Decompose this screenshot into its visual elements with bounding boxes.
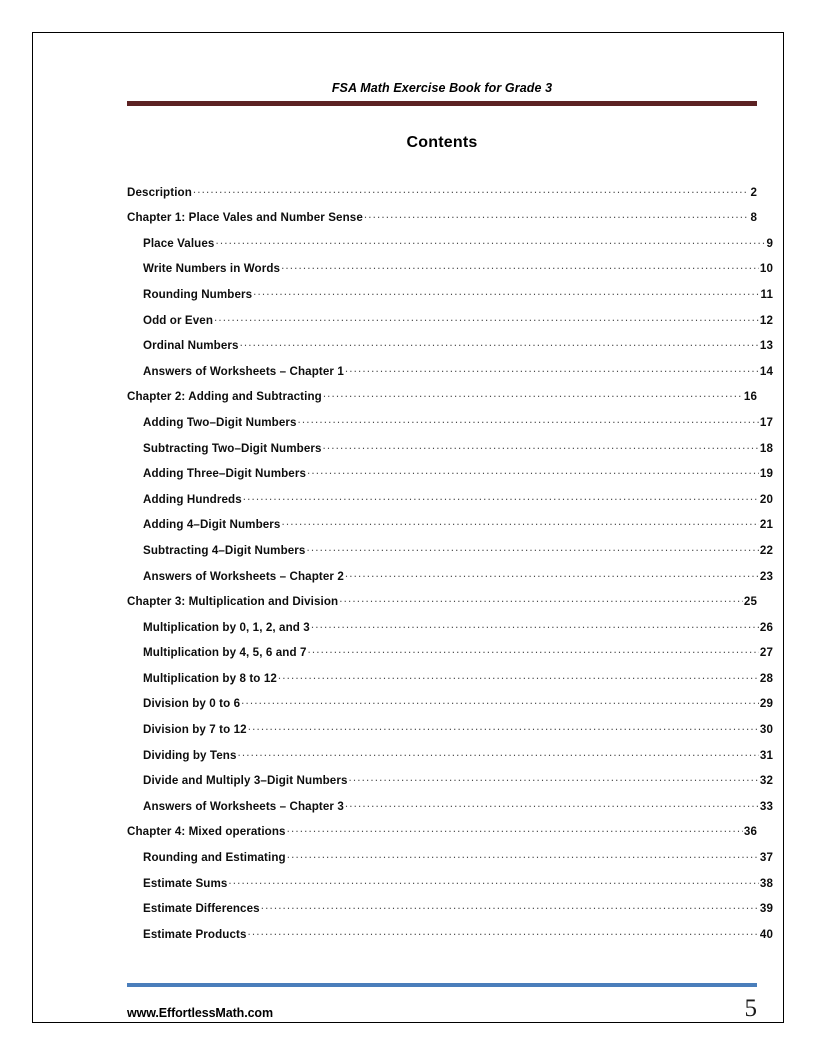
toc-entry[interactable] [127, 184, 757, 210]
toc-entry-label: Chapter 1: Place Vales and Number Sense [127, 211, 363, 225]
toc-entry-page-number: 25 [743, 595, 757, 609]
toc-entry[interactable] [127, 466, 773, 492]
toc-entry-page-number: 39 [759, 902, 773, 916]
toc-dot-leader [241, 696, 759, 708]
toc-dot-leader [281, 261, 759, 273]
toc-dot-leader [248, 721, 759, 733]
toc-entry-page-number: 22 [759, 543, 773, 557]
toc-dot-leader [278, 670, 759, 682]
toc-entry[interactable] [127, 235, 773, 261]
toc-entry-label: Estimate Products [143, 927, 247, 941]
toc-dot-leader [238, 747, 759, 759]
toc-dot-leader [261, 901, 759, 913]
toc-dot-leader [215, 235, 765, 247]
toc-entry-page-number: 37 [759, 851, 773, 865]
footer-page-number: 5 [744, 995, 757, 1022]
toc-dot-leader [308, 645, 759, 657]
toc-entry[interactable] [127, 414, 773, 440]
toc-entry-label: Ordinal Numbers [143, 339, 239, 353]
toc-entry[interactable] [127, 594, 757, 620]
toc-entry-page-number: 26 [759, 620, 773, 634]
toc-entry-page-number: 2 [750, 185, 757, 199]
toc-entry[interactable] [127, 286, 773, 312]
toc-entry-label: Estimate Differences [143, 902, 260, 916]
toc-dot-leader [339, 594, 743, 606]
toc-entry-page-number: 36 [743, 825, 757, 839]
toc-entry-page-number: 33 [759, 799, 773, 813]
toc-dot-leader [364, 210, 750, 222]
toc-dot-leader [307, 466, 759, 478]
toc-entry[interactable] [127, 261, 773, 287]
toc-entry-page-number: 38 [759, 876, 773, 890]
toc-entry[interactable] [127, 824, 757, 850]
header-rule [127, 101, 757, 106]
toc-dot-leader [298, 414, 759, 426]
toc-dot-leader [287, 824, 743, 836]
toc-entry-label: Chapter 3: Multiplication and Division [127, 595, 339, 609]
toc-entry-page-number: 23 [759, 569, 773, 583]
toc-entry-page-number: 13 [759, 339, 773, 353]
toc-entry-label: Multiplication by 0, 1, 2, and 3 [143, 620, 310, 634]
toc-entry[interactable] [127, 491, 773, 517]
toc-dot-leader [306, 542, 758, 554]
toc-dot-leader [240, 338, 759, 350]
toc-entry-label: Answers of Worksheets – Chapter 3 [143, 799, 344, 813]
toc-entry[interactable] [127, 210, 757, 236]
toc-entry[interactable] [127, 619, 773, 645]
toc-entry-label: Rounding Numbers [143, 287, 253, 301]
toc-entry-page-number: 30 [759, 723, 773, 737]
toc-entry-label: Answers of Worksheets – Chapter 1 [143, 364, 344, 378]
toc-dot-leader [243, 491, 759, 503]
toc-entry-label: Multiplication by 8 to 12 [143, 671, 277, 685]
toc-dot-leader [323, 440, 759, 452]
toc-entry-page-number: 17 [759, 415, 773, 429]
toc-entry-page-number: 28 [759, 671, 773, 685]
toc-entry-page-number: 29 [759, 697, 773, 711]
toc-entry[interactable] [127, 721, 773, 747]
toc-entry[interactable] [127, 901, 773, 927]
toc-entry-label: Division by 0 to 6 [143, 697, 241, 711]
toc-entry[interactable] [127, 440, 773, 466]
running-header-title: FSA Math Exercise Book for Grade 3 [331, 81, 553, 95]
page-content [127, 80, 773, 1041]
toc-dot-leader [323, 389, 743, 401]
toc-dot-leader [345, 363, 759, 375]
toc-entry-page-number: 20 [759, 492, 773, 506]
toc-entry[interactable] [127, 696, 773, 722]
toc-entry-label: Answers of Worksheets – Chapter 2 [143, 569, 344, 583]
toc-entry-page-number: 21 [759, 518, 773, 532]
toc-entry-label: Subtracting 4–Digit Numbers [143, 543, 306, 557]
toc-entry-label: Adding Two–Digit Numbers [143, 415, 297, 429]
toc-entry[interactable] [127, 568, 773, 594]
toc-entry[interactable] [127, 670, 773, 696]
toc-dot-leader [349, 773, 759, 785]
toc-entry-page-number: 9 [766, 236, 773, 250]
toc-entry-label: Adding 4–Digit Numbers [143, 518, 281, 532]
toc-entry[interactable] [127, 389, 757, 415]
toc-entry[interactable] [127, 798, 773, 824]
toc-entry-label: Dividing by Tens [143, 748, 237, 762]
toc-entry[interactable] [127, 517, 773, 543]
toc-entry[interactable] [127, 773, 773, 799]
toc-dot-leader [345, 568, 759, 580]
toc-entry-page-number: 27 [759, 646, 773, 660]
toc-entry-label: Write Numbers in Words [143, 262, 281, 276]
toc-entry-label: Divide and Multiply 3–Digit Numbers [143, 774, 348, 788]
toc-dot-leader [345, 798, 759, 810]
toc-entry-page-number: 14 [759, 364, 773, 378]
toc-dot-leader [311, 619, 759, 631]
toc-entry-label: Chapter 4: Mixed operations [127, 825, 286, 839]
toc-entry[interactable] [127, 542, 773, 568]
toc-entry[interactable] [127, 338, 773, 364]
toc-entry[interactable] [127, 645, 773, 671]
toc-dot-leader [193, 184, 750, 196]
footer-website-link[interactable]: www.EffortlessMath.com [127, 1006, 273, 1020]
toc-entry-label: Place Values [143, 236, 215, 250]
toc-entry[interactable] [127, 747, 773, 773]
toc-entry-label: Multiplication by 4, 5, 6 and 7 [143, 646, 307, 660]
page-title: Contents [406, 134, 478, 151]
toc-entry-label: Division by 7 to 12 [143, 723, 247, 737]
toc-entry-page-number: 31 [759, 748, 773, 762]
table-of-contents [127, 184, 773, 952]
toc-entry-label: Subtracting Two–Digit Numbers [143, 441, 322, 455]
toc-entry-label: Description [127, 185, 192, 199]
toc-dot-leader [287, 849, 759, 861]
toc-dot-leader [228, 875, 758, 887]
toc-entry-label: Chapter 2: Adding and Subtracting [127, 390, 322, 404]
page-footer [127, 983, 757, 1020]
toc-dot-leader [214, 312, 759, 324]
toc-entry[interactable] [127, 926, 773, 952]
toc-entry-page-number: 19 [759, 467, 773, 481]
toc-entry[interactable] [127, 312, 773, 338]
toc-dot-leader [281, 517, 758, 529]
toc-entry[interactable] [127, 363, 773, 389]
toc-entry-page-number: 12 [759, 313, 773, 327]
toc-entry-page-number: 16 [743, 390, 757, 404]
toc-entry-label: Adding Hundreds [143, 492, 242, 506]
toc-dot-leader [248, 926, 759, 938]
footer-row [127, 995, 757, 1022]
toc-entry-label: Estimate Sums [143, 876, 228, 890]
toc-entry-label: Rounding and Estimating [143, 851, 286, 865]
toc-dot-leader [253, 286, 759, 298]
toc-entry-page-number: 11 [760, 287, 773, 301]
toc-entry[interactable] [127, 875, 773, 901]
toc-entry-page-number: 32 [759, 774, 773, 788]
toc-entry-page-number: 8 [750, 211, 757, 225]
page-frame [32, 32, 784, 1023]
toc-entry-page-number: 40 [759, 927, 773, 941]
toc-entry-page-number: 10 [759, 262, 773, 276]
toc-entry-label: Odd or Even [143, 313, 214, 327]
toc-entry-page-number: 18 [759, 441, 773, 455]
toc-entry[interactable] [127, 849, 773, 875]
footer-rule [127, 983, 757, 987]
toc-entry-label: Adding Three–Digit Numbers [143, 467, 306, 481]
